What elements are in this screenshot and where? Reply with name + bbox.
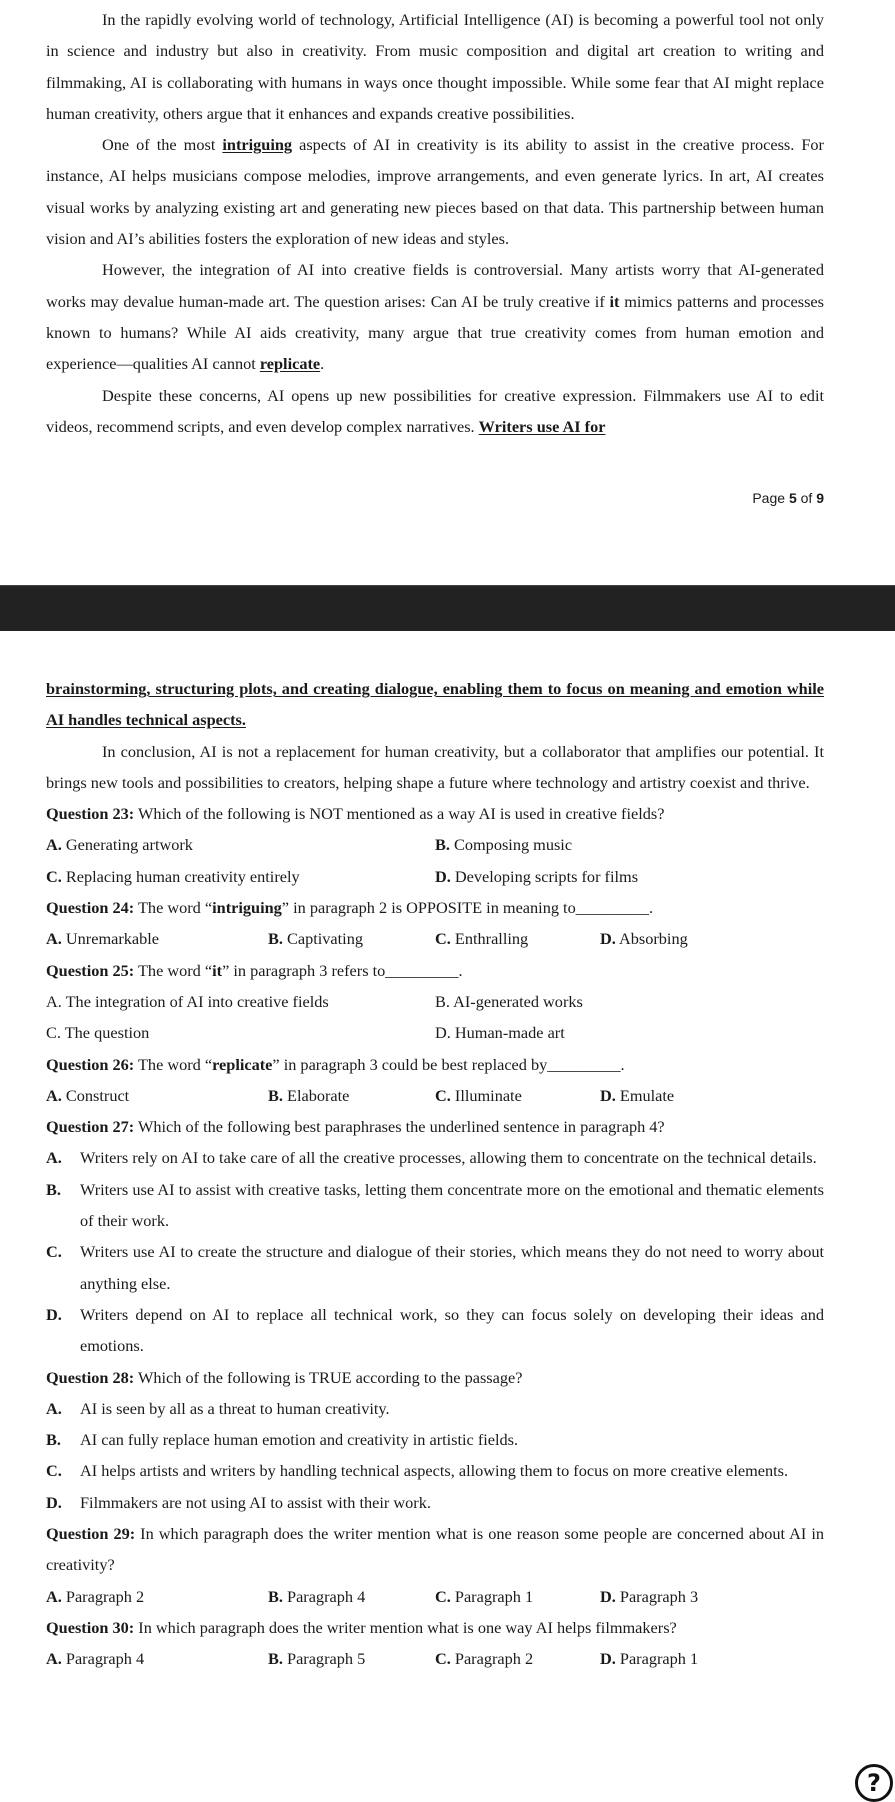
q23-option-c[interactable]: C. Replacing human creativity entirely bbox=[46, 866, 300, 886]
q29-option-b[interactable]: B. Paragraph 4 bbox=[268, 1586, 366, 1606]
passage-bottom bbox=[46, 673, 824, 1675]
q29-option-c[interactable]: C. Paragraph 1 bbox=[435, 1586, 534, 1606]
question-28: Question 28: Which of the following is TRUE according to the passage? bbox=[46, 1367, 523, 1387]
q23-option-a[interactable]: A. Generating artwork bbox=[46, 835, 193, 855]
q25-option-c[interactable]: C. The question bbox=[46, 1023, 150, 1043]
question-30: Question 30: In which paragraph does the writer mention what is one way AI helps filmmakers? bbox=[46, 1617, 677, 1637]
q23-options-row-2 bbox=[46, 861, 824, 892]
q28-option-d[interactable]: D. Filmmakers are not using AI to assist with their work. bbox=[46, 1492, 431, 1512]
q30-option-a[interactable]: A. Paragraph 4 bbox=[46, 1649, 145, 1669]
paragraph-4-continued bbox=[46, 673, 824, 736]
question-25: Question 25: The word “it” in paragraph 3 refers to_________. bbox=[46, 960, 463, 980]
question-26: Question 26: The word “replicate” in paragraph 3 could be best replaced by_________. bbox=[46, 1054, 625, 1074]
q24-option-d[interactable]: D. Absorbing bbox=[600, 929, 688, 949]
q27-option-c[interactable]: C. Writers use AI to create the structure and dialogue of their stories, which means they do not need to worry about anything else. bbox=[46, 1242, 824, 1293]
q28-option-b[interactable]: B. AI can fully replace human emotion and creativity in artistic fields. bbox=[46, 1430, 519, 1450]
q24-options bbox=[46, 923, 824, 954]
q30-option-c[interactable]: C. Paragraph 2 bbox=[435, 1649, 534, 1669]
q23-options-row-1 bbox=[46, 829, 824, 860]
page-number: Page 5 of 9 bbox=[752, 490, 824, 506]
q23-option-d[interactable]: D. Developing scripts for films bbox=[435, 866, 639, 886]
underlined-sentence-end: brainstorming, structuring plots, and creating dialogue, enabling them to focus on meaning and emotion while AI handles technical aspects. bbox=[46, 679, 824, 730]
underlined-sentence-start: Writers use AI for bbox=[478, 416, 606, 436]
paragraph-1: In the rapidly evolving world of technology, Artificial Intelligence (AI) is becoming a powerful tool not only in science and industry but also in creativity. From music composition and digital art creation to writing and filmmaking, AI is collaborating with humans in ways once thought impossible. While some fear that AI might replace human creativity, others argue that it enhances and expands creative possibilities. bbox=[46, 10, 824, 123]
q26-options bbox=[46, 1080, 824, 1111]
q26-option-a[interactable]: A. Construct bbox=[46, 1085, 130, 1105]
q26-option-d[interactable]: D. Emulate bbox=[600, 1085, 675, 1105]
word-replicate: replicate bbox=[259, 354, 321, 374]
q30-options bbox=[46, 1643, 824, 1674]
q28-option-a[interactable]: A. AI is seen by all as a threat to human creativity. bbox=[46, 1398, 390, 1418]
q25-option-d[interactable]: D. Human-made art bbox=[435, 1023, 565, 1043]
question-27: Question 27: Which of the following best paraphrases the underlined sentence in paragraph 4? bbox=[46, 1117, 665, 1137]
paragraph-3: However, the integration of AI into creative fields is controversial. Many artists worry that AI-generated works may devalue human-made art. The question arises: Can AI be truly creative if it mimics patterns and processes known to humans? While AI aids creativity, many argue that true creativity comes from human emotion and experience—qualities AI cannot replicate. bbox=[46, 260, 824, 374]
q25-option-b[interactable]: B. AI-generated works bbox=[435, 991, 583, 1011]
page-5 bbox=[0, 0, 895, 585]
q27-option-b[interactable]: B. Writers use AI to assist with creative tasks, letting them concentrate more on the emotional and thematic elements of their work. bbox=[46, 1179, 824, 1231]
q27-option-a[interactable]: A. Writers rely on AI to take care of all the creative processes, allowing them to concentrate on the technical details. bbox=[46, 1148, 817, 1168]
q28-option-c[interactable]: C. AI helps artists and writers by handling technical aspects, allowing them to focus on more creative elements. bbox=[46, 1461, 789, 1481]
page-divider bbox=[0, 585, 895, 631]
q26-option-b[interactable]: B. Elaborate bbox=[268, 1085, 350, 1105]
q29-option-d[interactable]: D. Paragraph 3 bbox=[600, 1586, 699, 1606]
passage-top bbox=[46, 4, 824, 442]
question-24: Question 24: The word “intriguing” in paragraph 2 is OPPOSITE in meaning to_________. bbox=[46, 898, 654, 918]
q25-options-row-1 bbox=[46, 986, 824, 1017]
question-23: Question 23: Which of the following is NOT mentioned as a way AI is used in creative fields? bbox=[46, 804, 665, 824]
q30-option-d[interactable]: D. Paragraph 1 bbox=[600, 1649, 699, 1669]
question-29: Question 29: In which paragraph does the writer mention what is one reason some people are concerned about AI in creativity? bbox=[46, 1524, 825, 1575]
q27-option-d[interactable]: D. Writers depend on AI to replace all technical work, so they can focus solely on developing their ideas and emotions. bbox=[46, 1304, 824, 1356]
help-icon: ? bbox=[867, 1769, 881, 1797]
page-6 bbox=[0, 630, 895, 1800]
word-it: it bbox=[609, 291, 620, 311]
word-intriguing: intriguing bbox=[222, 135, 293, 155]
q24-option-a[interactable]: A. Unremarkable bbox=[46, 929, 160, 949]
paragraph-4-start: Despite these concerns, AI opens up new possibilities for creative expression. Filmmakers use AI to edit videos, recommend scripts, and even develop complex narratives. Writers use AI for bbox=[46, 385, 824, 436]
q29-option-a[interactable]: A. Paragraph 2 bbox=[46, 1586, 145, 1606]
q30-option-b[interactable]: B. Paragraph 5 bbox=[268, 1649, 366, 1669]
q24-option-b[interactable]: B. Captivating bbox=[268, 929, 363, 949]
q25-options-row-2 bbox=[46, 1017, 824, 1048]
q26-option-c[interactable]: C. Illuminate bbox=[435, 1085, 522, 1105]
paragraph-5: In conclusion, AI is not a replacement for human creativity, but a collaborator that amplifies our potential. It brings new tools and possibilities to creators, helping shape a future where technology and artistry coexist and thrive. bbox=[46, 741, 824, 792]
q29-options bbox=[46, 1581, 824, 1612]
help-button[interactable] bbox=[855, 1764, 893, 1802]
q25-option-a[interactable]: A. The integration of AI into creative fields bbox=[46, 991, 329, 1011]
q23-option-b[interactable]: B. Composing music bbox=[435, 835, 573, 855]
paragraph-2: One of the most intriguing aspects of AI in creativity is its ability to assist in the creative process. For instance, AI helps musicians compose melodies, improve arrangements, and even generate lyrics. In art, AI creates visual works by analyzing existing art and generating new pieces based on that data. This partnership between human vision and AI’s abilities fosters the exploration of new ideas and styles. bbox=[46, 135, 824, 249]
q24-option-c[interactable]: C. Enthralling bbox=[435, 929, 529, 949]
